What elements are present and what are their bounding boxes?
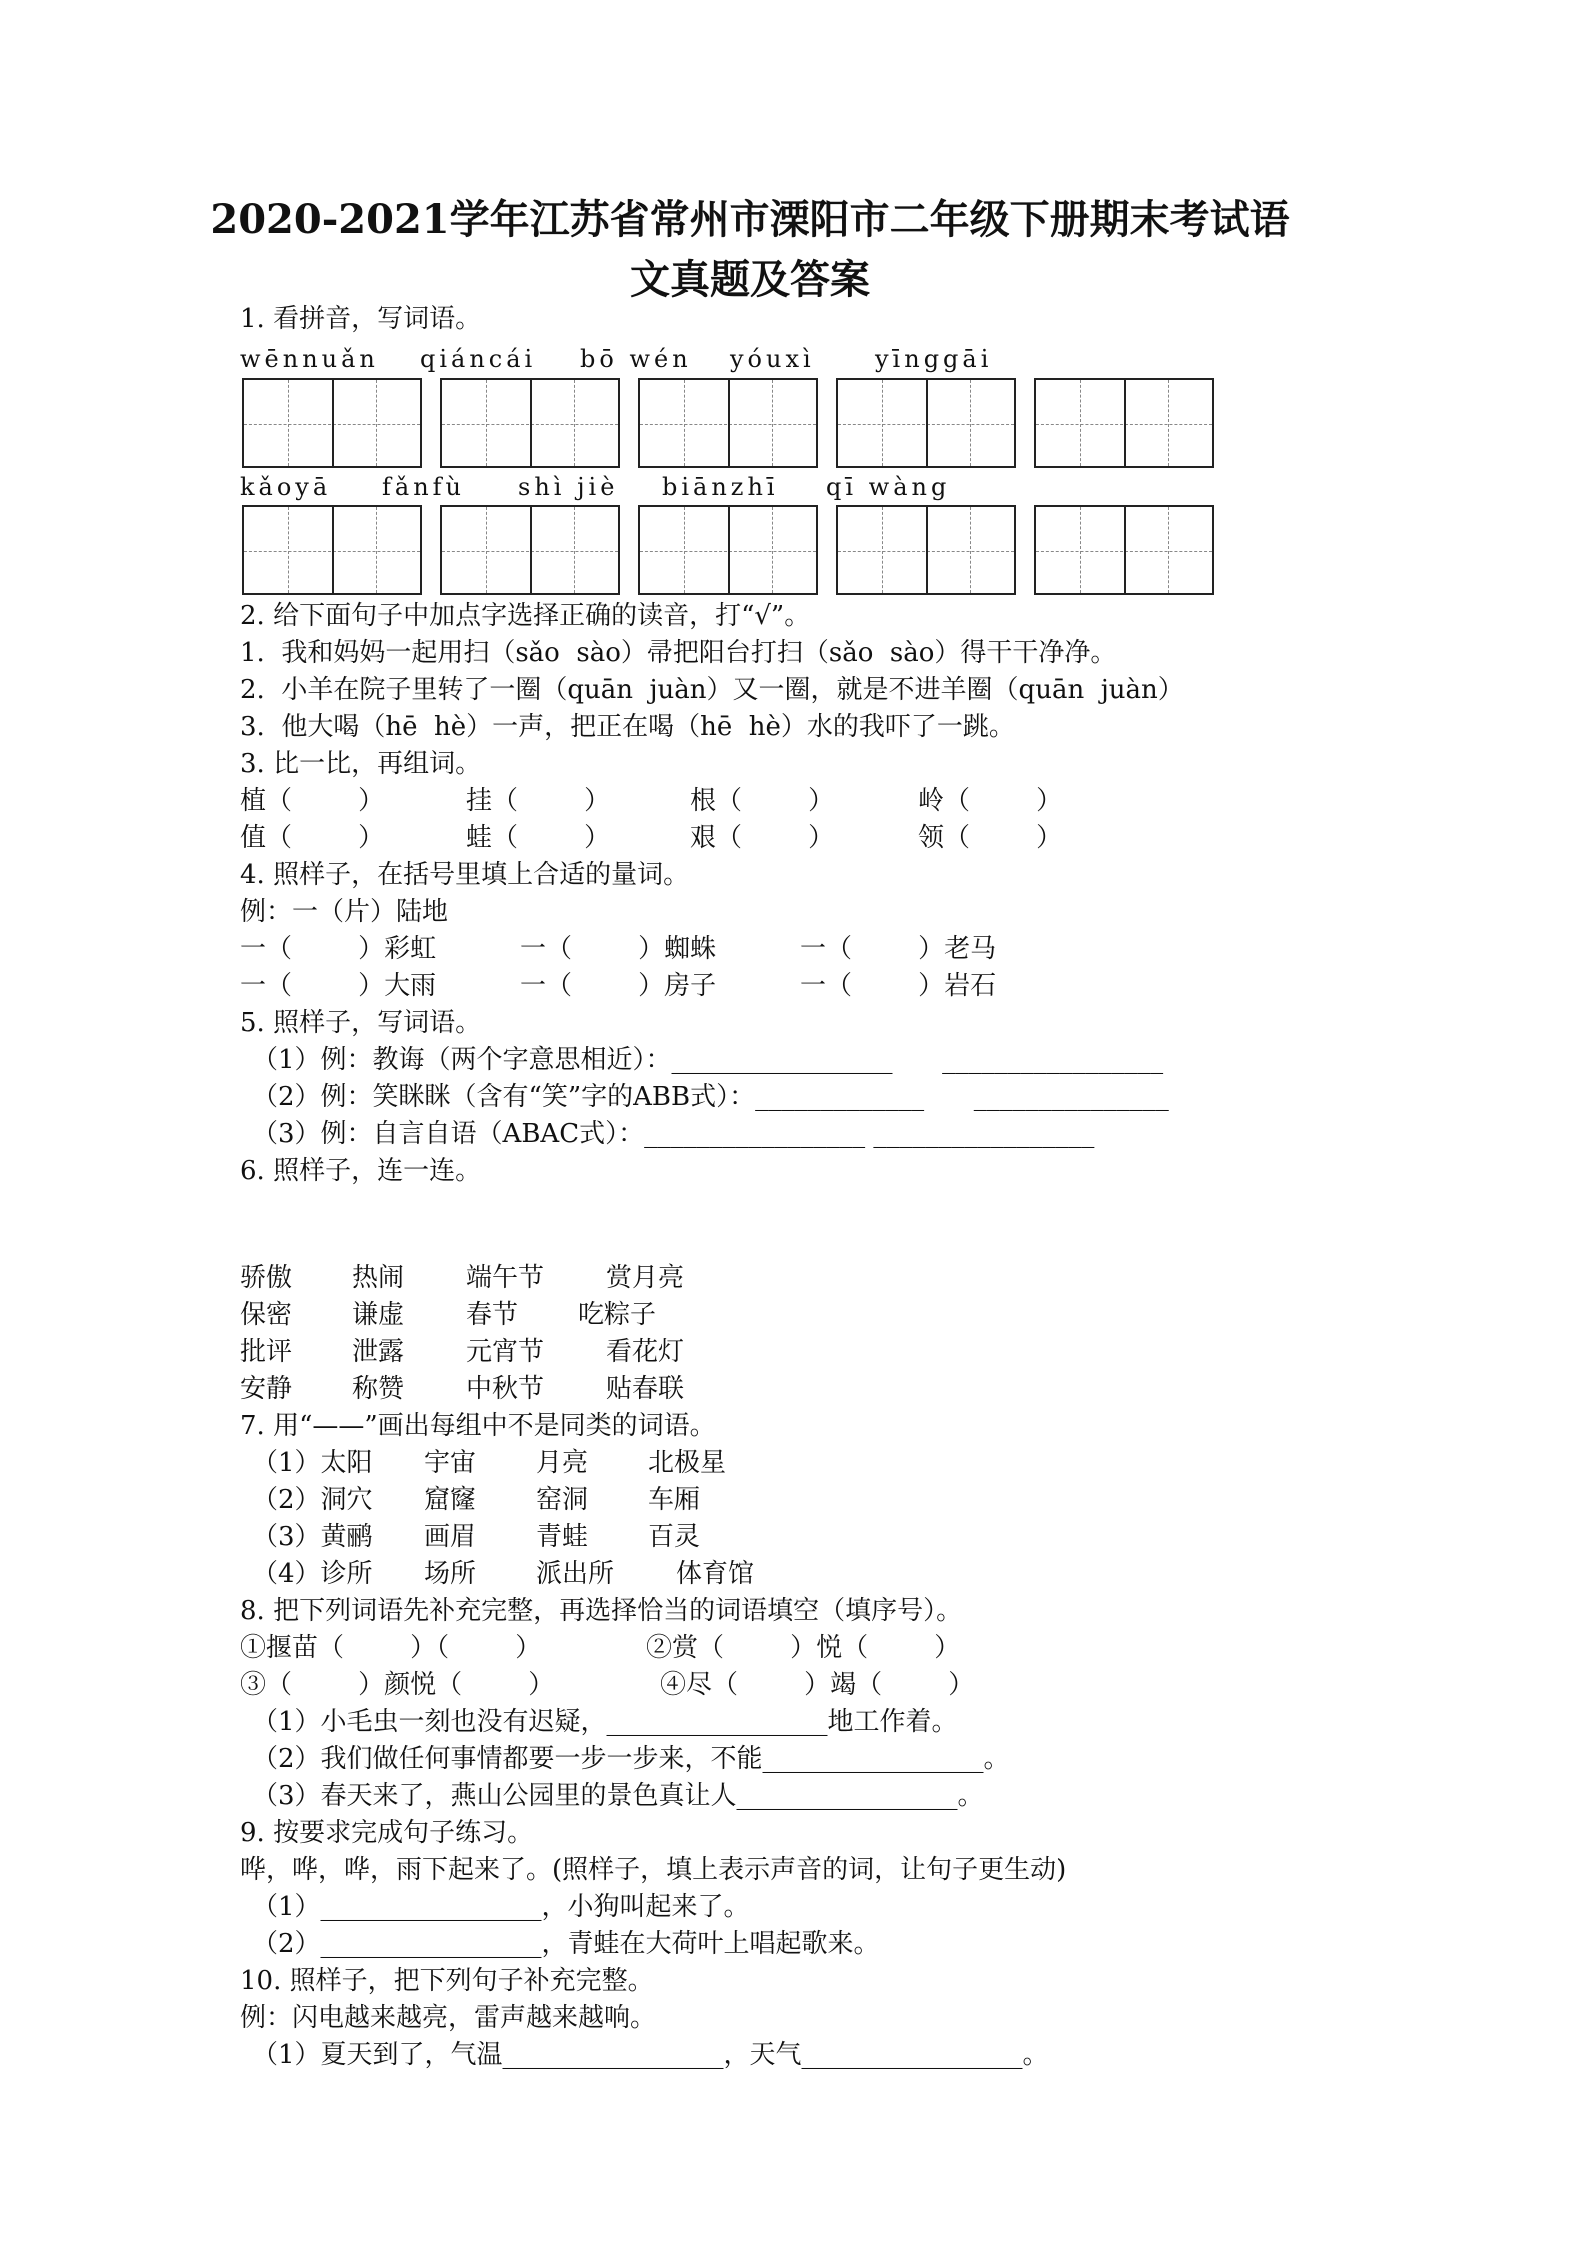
q9-item[interactable]: （1）_________________，小狗叫起来了。	[252, 1892, 750, 1922]
writing-grid[interactable]	[638, 505, 818, 595]
match-word[interactable]: 吃粽子	[578, 1300, 657, 1330]
measure-word-item[interactable]: 一（ ）岩石	[800, 971, 997, 1001]
pinyin-label: biānzhī	[662, 473, 779, 501]
writing-grid[interactable]	[638, 378, 818, 468]
idiom-blank[interactable]: ③（ ）颜悦（ ）	[240, 1670, 555, 1700]
classify-word[interactable]: 窑洞	[536, 1485, 589, 1515]
q2-heading: 2. 给下面句子中加点字选择正确的读音，打“√”。	[240, 601, 811, 631]
match-word[interactable]: 谦虚	[352, 1300, 405, 1330]
q7-heading: 7. 用“——”画出每组中不是同类的词语。	[240, 1411, 716, 1441]
match-word[interactable]: 泄露	[352, 1337, 405, 1367]
pinyin-label: qī wàng	[826, 473, 951, 501]
q5-item[interactable]: （3）例：自言自语（ABAC式）：_________________ _________________	[252, 1119, 1095, 1149]
classify-word[interactable]: 车厢	[648, 1485, 701, 1515]
match-word[interactable]: 元宵节	[466, 1337, 545, 1367]
compare-item[interactable]: 岭（ ）	[918, 786, 1063, 816]
match-word[interactable]: 端午节	[466, 1263, 545, 1293]
pinyin-label: fǎnfù	[382, 473, 465, 501]
compare-item[interactable]: 根（ ）	[690, 786, 835, 816]
q8-item[interactable]: （1）小毛虫一刻也没有迟疑，_________________地工作着。	[252, 1707, 958, 1737]
q9-heading: 9. 按要求完成句子练习。	[240, 1818, 534, 1848]
pinyin-label: yīnggāi	[875, 345, 993, 373]
q8-item[interactable]: （2）我们做任何事情都要一步一步来，不能_________________。	[252, 1744, 1010, 1774]
compare-item[interactable]: 领（ ）	[918, 823, 1063, 853]
classify-word[interactable]: 派出所	[536, 1559, 615, 1589]
q2-item: 3. 他大喝（hē hè）一声，把正在喝（hē hè）水的我吓了一跳。	[240, 712, 1015, 742]
match-word[interactable]: 骄傲	[240, 1263, 293, 1293]
pinyin-label: bō wén	[580, 345, 692, 373]
q5-item[interactable]: （1）例：教诲（两个字意思相近）：_________________ _________________	[252, 1045, 1164, 1075]
classify-word[interactable]: （1）太阳	[252, 1448, 373, 1478]
q8-heading: 8. 把下列词语先补充完整，再选择恰当的词语填空（填序号）。	[240, 1596, 963, 1626]
idiom-blank[interactable]: ④尽（ ）竭（ ）	[660, 1670, 975, 1700]
writing-grid[interactable]	[242, 505, 422, 595]
measure-word-item[interactable]: 一（ ）彩虹	[240, 934, 437, 964]
q8-item[interactable]: （3）春天来了，燕山公园里的景色真让人_________________。	[252, 1781, 984, 1811]
match-word[interactable]: 中秋节	[466, 1374, 545, 1404]
compare-item[interactable]: 植（ ）	[240, 786, 385, 816]
q1-heading: 1. 看拼音，写词语。	[240, 304, 482, 334]
page-title: 2020-2021学年江苏省常州市溧阳市二年级下册期末考试语文真题及答案	[210, 196, 1290, 303]
q10-item[interactable]: （1）夏天到了，气温_________________，天气_________________。	[252, 2040, 1049, 2070]
writing-grid[interactable]	[440, 378, 620, 468]
match-word[interactable]: 保密	[240, 1300, 293, 1330]
q10-heading: 10. 照样子，把下列句子补充完整。	[240, 1966, 654, 1996]
q4-example: 例：一（片）陆地	[240, 897, 449, 927]
q4-heading: 4. 照样子，在括号里填上合适的量词。	[240, 860, 690, 890]
match-word[interactable]: 称赞	[352, 1374, 405, 1404]
q2-item: 2. 小羊在院子里转了一圈（quān juàn）又一圈，就是不进羊圈（quān juàn）	[240, 675, 1184, 705]
q5-item[interactable]: （2）例：笑眯眯（含有“笑”字的ABB式）：_____________ _______________	[252, 1082, 1169, 1112]
classify-word[interactable]: 画眉	[424, 1522, 477, 1552]
measure-word-item[interactable]: 一（ ）大雨	[240, 971, 437, 1001]
measure-word-item[interactable]: 一（ ）蜘蛛	[520, 934, 717, 964]
q9-item[interactable]: （2）_________________，青蛙在大荷叶上唱起歌来。	[252, 1929, 880, 1959]
classify-word[interactable]: 月亮	[536, 1448, 589, 1478]
classify-word[interactable]: （3）黄鹂	[252, 1522, 373, 1552]
idiom-blank[interactable]: ①揠苗（ ）（ ）	[240, 1633, 542, 1663]
writing-grid[interactable]	[1034, 505, 1214, 595]
q2-item: 1. 我和妈妈一起用扫（sǎo sào）帚把阳台打扫（sǎo sào）得干干净净。	[240, 638, 1117, 668]
pinyin-label: yóuxì	[730, 345, 815, 373]
compare-item[interactable]: 值（ ）	[240, 823, 385, 853]
classify-word[interactable]: 北极星	[648, 1448, 727, 1478]
writing-grid[interactable]	[836, 378, 1016, 468]
match-word[interactable]: 看花灯	[606, 1337, 685, 1367]
classify-word[interactable]: 青蛙	[536, 1522, 589, 1552]
pinyin-label: shì jiè	[518, 473, 619, 501]
classify-word[interactable]: （4）诊所	[252, 1559, 373, 1589]
match-word[interactable]: 贴春联	[606, 1374, 685, 1404]
pinyin-label: kǎoyā	[240, 473, 332, 501]
measure-word-item[interactable]: 一（ ）老马	[800, 934, 997, 964]
compare-item[interactable]: 蛙（ ）	[466, 823, 611, 853]
classify-word[interactable]: （2）洞穴	[252, 1485, 373, 1515]
classify-word[interactable]: 场所	[424, 1559, 477, 1589]
match-word[interactable]: 安静	[240, 1374, 293, 1404]
match-word[interactable]: 春节	[466, 1300, 519, 1330]
writing-grid[interactable]	[440, 505, 620, 595]
measure-word-item[interactable]: 一（ ）房子	[520, 971, 717, 1001]
pinyin-label: wēnnuǎn	[240, 345, 379, 373]
match-word[interactable]: 批评	[240, 1337, 293, 1367]
classify-word[interactable]: 窟窿	[424, 1485, 477, 1515]
classify-word[interactable]: 百灵	[648, 1522, 701, 1552]
q9-example: 哗，哗，哗，雨下起来了。(照样子，填上表示声音的词，让句子更生动)	[240, 1855, 1067, 1885]
pinyin-label: qiáncái	[420, 345, 537, 373]
writing-grid[interactable]	[1034, 378, 1214, 468]
q3-heading: 3. 比一比，再组词。	[240, 749, 482, 779]
classify-word[interactable]: 体育馆	[676, 1559, 755, 1589]
writing-grid[interactable]	[242, 378, 422, 468]
idiom-blank[interactable]: ②赏（ ）悦（ ）	[646, 1633, 961, 1663]
q10-example: 例：闪电越来越亮，雷声越来越响。	[240, 2003, 657, 2033]
compare-item[interactable]: 挂（ ）	[466, 786, 611, 816]
writing-grid[interactable]	[836, 505, 1016, 595]
match-word[interactable]: 赏月亮	[606, 1263, 685, 1293]
match-word[interactable]: 热闹	[352, 1263, 405, 1293]
compare-item[interactable]: 艰（ ）	[690, 823, 835, 853]
classify-word[interactable]: 宇宙	[424, 1448, 477, 1478]
q5-heading: 5. 照样子，写词语。	[240, 1008, 482, 1038]
q6-heading: 6. 照样子，连一连。	[240, 1156, 482, 1186]
